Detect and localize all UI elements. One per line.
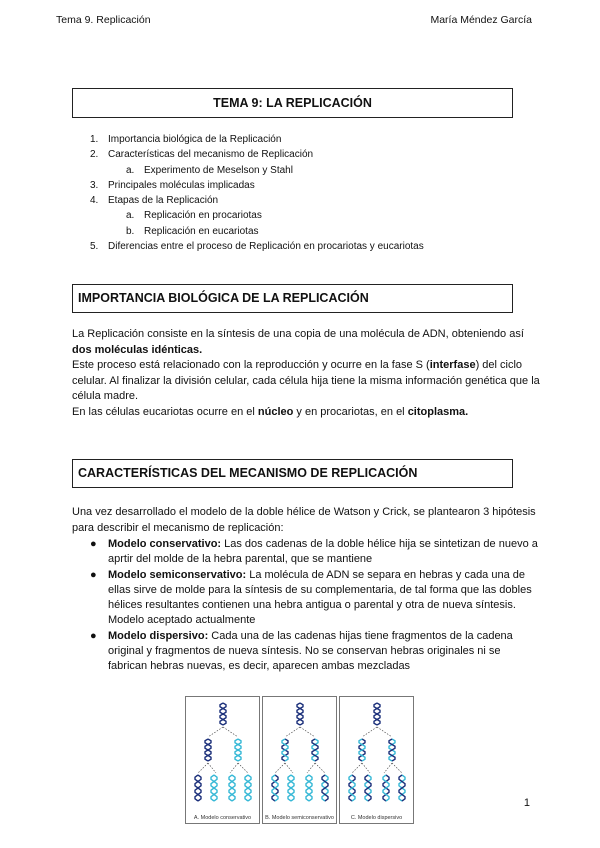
dna-helix (235, 739, 241, 761)
model-desc: La molécula de ADN se separa en hebras y cada una de ellas sirve de molde para la síntesis de su complementaria, de tal forma que las dobles hélices resultantes contienen una hebra antigua o parental y otra de nueva síntesis. Modelo aceptado actualmente (108, 568, 532, 627)
bold-text: dos moléculas idénticas. (72, 343, 203, 356)
dna-strand (220, 703, 226, 725)
bold-text: citoplasma. (407, 406, 469, 418)
toc-item (90, 147, 424, 162)
dna-strand (306, 775, 312, 801)
figure-caption: A. Modelo conservativo (193, 815, 252, 821)
dna-strand (399, 775, 405, 801)
paragraph (72, 405, 542, 421)
page-title: TEMA 9: LA REPLICACIÓN (213, 96, 372, 110)
dna-helix (374, 703, 380, 725)
paragraph (72, 327, 542, 358)
page-header (56, 14, 532, 30)
toc-text: Etapas de la Replicación (108, 195, 219, 207)
model-desc: Las dos cadenas de la doble hélice hija se sintetizan de nuevo a aprtir del molde de la hebra parental, que se mantiene (108, 538, 538, 566)
arrow-line (208, 763, 216, 773)
dna-helix (211, 775, 217, 801)
dispersive-diagram (340, 697, 415, 825)
toc-number: 5. (90, 241, 99, 253)
dna-strand (312, 739, 318, 761)
toc-subitem (90, 208, 424, 223)
dna-helix (245, 775, 251, 801)
header-left: Tema 9. Replicación (56, 14, 151, 26)
arrow-line (307, 763, 315, 773)
toc-number: 2. (90, 149, 99, 161)
table-of-contents (90, 132, 424, 254)
semiconservative-diagram (263, 697, 338, 825)
toc-text: Principales moléculas implicadas (108, 179, 255, 191)
toc-item (90, 178, 424, 193)
conservative-diagram (186, 697, 261, 825)
toc-text: Importancia biológica de la Replicación (108, 134, 282, 145)
arrow-line (315, 763, 325, 773)
dna-strand (195, 775, 201, 801)
list-item (90, 568, 540, 629)
dna-helix (383, 775, 389, 801)
dna-helix (288, 775, 294, 801)
dna-strand (359, 739, 365, 761)
dna-strand (365, 775, 371, 801)
arrow-line (223, 727, 238, 737)
arrow-line (300, 727, 315, 737)
models-list (90, 537, 540, 675)
arrow-line (384, 763, 392, 773)
arrow-line (352, 763, 362, 773)
bullet: ● (90, 629, 97, 642)
dna-strand (297, 703, 303, 725)
dna-strand (205, 739, 211, 761)
dna-strand (245, 775, 251, 801)
figure-caption: B. Modelo semiconservativo (265, 815, 334, 821)
header-right: María Méndez García (430, 14, 532, 26)
arrow-line (198, 763, 208, 773)
arrow-line (377, 727, 392, 737)
dna-strand (322, 775, 328, 801)
model-name: Modelo conservativo: (108, 538, 222, 550)
model-name: Modelo dispersivo: (108, 629, 209, 642)
toc-item (90, 193, 424, 208)
list-item (90, 629, 540, 675)
dna-strand (288, 775, 294, 801)
dna-strand (272, 775, 278, 801)
toc-subitem (90, 163, 424, 178)
dna-strand (235, 739, 241, 761)
text-run: ) del ciclo celular. Al finalizar la división celular, cada célula hija tiene la misma información genética que la célula madre. (72, 359, 540, 402)
paragraph (72, 358, 542, 405)
arrow-line (392, 763, 402, 773)
dispersive-model-panel (339, 696, 414, 824)
toc-number: 4. (90, 195, 99, 207)
arrow-line (362, 763, 370, 773)
model-desc: Cada una de las cadenas hijas tiene fragmentos de la cadena original y fragmentos de nueva síntesis. No se conservan hebras originales ni se fabrican hebras nuevas, es decir, aparecen ambas mezcladas (108, 629, 513, 673)
toc-number: b. (126, 225, 135, 237)
dna-strand (389, 739, 395, 761)
toc-text: Diferencias entre el proceso de Replicación en procariotas y eucariotas (108, 241, 424, 253)
toc-text: Características del mecanismo de Replicación (108, 149, 314, 161)
bold-text: interfase (429, 359, 476, 371)
arrow-line (208, 727, 223, 737)
arrow-line (230, 763, 238, 773)
toc-number: a. (126, 210, 135, 222)
text-run: La Replicación consiste en la síntesis de una copia de una molécula de ADN, obteniendo así (72, 328, 524, 340)
arrow-line (362, 727, 377, 737)
section-heading: CARACTERÍSTICAS DEL MECANISMO DE REPLICACIÓN (78, 466, 418, 480)
dna-helix (322, 775, 328, 801)
dna-helix (312, 739, 318, 761)
dna-strand (374, 703, 380, 725)
semiconservative-model-panel (262, 696, 337, 824)
toc-subitem (90, 224, 424, 239)
text-run: y en procariotas, en el (293, 406, 408, 418)
dna-strand (229, 775, 235, 801)
paragraph: Una vez desarrollado el modelo de la doble hélice de Watson y Crick, se plantearon 3 hipótesis para describir el mecanismo de replicación: (72, 506, 536, 534)
dna-helix (195, 775, 201, 801)
bullet: ● (90, 568, 97, 581)
arrow-line (238, 763, 248, 773)
figure-caption: C. Modelo dispersivo (350, 815, 403, 821)
page-number: 1 (523, 797, 530, 809)
arrow-line (285, 763, 293, 773)
dna-strand (383, 775, 389, 801)
dna-strand (349, 775, 355, 801)
replication-models-figure (185, 696, 414, 824)
dna-helix (365, 775, 371, 801)
toc-text: Replicación en procariotas (144, 210, 262, 222)
toc-number: 3. (90, 179, 99, 191)
toc-number: a. (126, 164, 135, 176)
page-title-box (72, 88, 513, 118)
toc-item (90, 239, 424, 254)
dna-helix (389, 739, 395, 761)
section-heading: IMPORTANCIA BIOLÓGICA DE LA REPLICACIÓN (78, 291, 369, 305)
dna-helix (229, 775, 235, 801)
section-heading-box (72, 284, 513, 313)
dna-strand (211, 775, 217, 801)
dna-helix (220, 703, 226, 725)
dna-helix (349, 775, 355, 801)
dna-helix (282, 739, 288, 761)
conservative-model-panel (185, 696, 260, 824)
dna-helix (272, 775, 278, 801)
toc-number: 1. (90, 134, 99, 145)
dna-helix (399, 775, 405, 801)
toc-text: Experimento de Meselson y Stahl (144, 164, 293, 176)
toc-text: Replicación en eucariotas (144, 225, 259, 237)
text-run: Este proceso está relacionado con la reproducción y ocurre en la fase S ( (72, 359, 430, 371)
section-heading-box (72, 459, 513, 488)
dna-strand (282, 739, 288, 761)
bullet: ● (90, 538, 97, 550)
dna-helix (205, 739, 211, 761)
arrow-line (285, 727, 300, 737)
dna-helix (306, 775, 312, 801)
bold-text: núcleo (257, 406, 294, 418)
text-run: En las células eucariotas ocurre en el (72, 406, 258, 418)
toc-item (90, 132, 424, 147)
arrow-line (275, 763, 285, 773)
list-item (90, 537, 540, 568)
model-name: Modelo semiconservativo: (108, 568, 247, 581)
dna-helix (359, 739, 365, 761)
dna-helix (297, 703, 303, 725)
